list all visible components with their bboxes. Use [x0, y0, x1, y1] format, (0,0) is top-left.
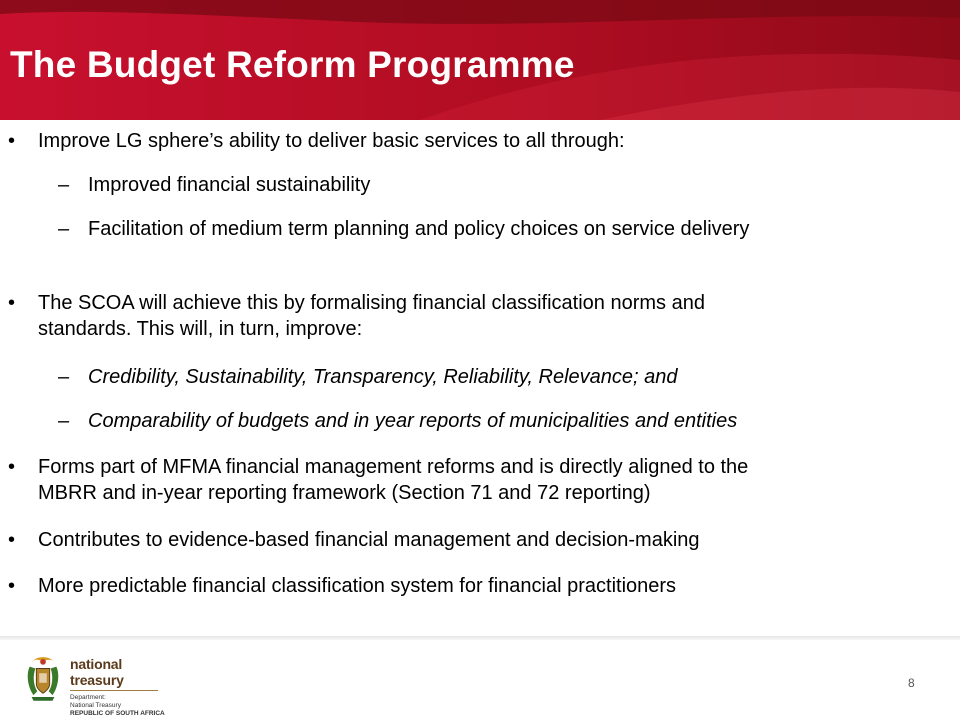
bullet-text	[38, 290, 705, 342]
dash-mark: –	[58, 218, 70, 240]
bullet-item	[0, 290, 705, 342]
footer-divider	[0, 636, 960, 640]
bullet-item	[0, 454, 748, 506]
bullet-text-line: standards. This will, in turn, improve:	[38, 318, 363, 340]
logo-department-name: National Treasury	[70, 702, 121, 709]
bullet-text-line: Forms part of MFMA financial management reforms and is directly aligned to the	[38, 456, 749, 478]
sub-bullet-item	[58, 408, 737, 434]
page-number: 8	[908, 676, 915, 690]
bullet-text: More predictable financial classification system for financial practitioners	[38, 575, 677, 597]
dash-mark: –	[58, 174, 70, 196]
dash-mark: –	[58, 366, 70, 388]
bullet-mark: •	[8, 130, 16, 152]
bullet-mark: •	[8, 292, 16, 314]
slide-title: The Budget Reform Programme	[10, 44, 575, 85]
sub-bullet-text: Improved financial sustainability	[88, 174, 371, 196]
logo-department: Department:	[70, 694, 106, 701]
bullet-text-line: The SCOA will achieve this by formalising financial classification norms and	[38, 292, 705, 314]
logo-rule	[70, 690, 158, 691]
bullet-item	[0, 128, 625, 154]
bullet-text: Contributes to evidence-based financial management and decision-making	[38, 529, 700, 551]
bullet-mark: •	[8, 456, 16, 478]
sub-bullet-text: Comparability of budgets and in year reports of municipalities and entities	[88, 410, 738, 432]
national-treasury-logo	[24, 652, 174, 717]
bullet-text	[38, 454, 748, 506]
sub-bullet-item	[58, 216, 749, 242]
bullet-item	[0, 573, 676, 599]
sub-bullet-item	[58, 172, 370, 198]
bullet-item	[0, 527, 700, 553]
bullet-text: Improve LG sphere’s ability to deliver basic services to all through:	[38, 130, 625, 152]
bullet-mark: •	[8, 575, 16, 597]
sub-bullet-text: Facilitation of medium term planning and policy choices on service delivery	[88, 218, 750, 240]
bullet-mark: •	[8, 529, 16, 551]
dash-mark: –	[58, 410, 70, 432]
sub-bullet-text: Credibility, Sustainability, Transparency, Reliability, Relevance; and	[88, 366, 678, 388]
logo-country: REPUBLIC OF SOUTH AFRICA	[70, 710, 165, 717]
coat-of-arms-icon	[24, 652, 62, 704]
sub-bullet-item	[58, 364, 678, 390]
logo-name: national treasury	[70, 656, 124, 688]
bullet-text-line: MBRR and in-year reporting framework (Section 71 and 72 reporting)	[38, 482, 651, 504]
